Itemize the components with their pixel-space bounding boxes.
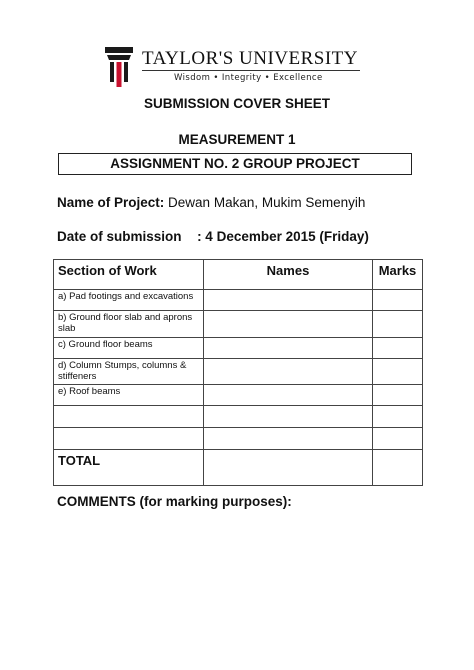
document-title: SUBMISSION COVER SHEET	[143, 96, 331, 111]
course-title: MEASUREMENT 1	[178, 132, 296, 147]
table-row-blank	[54, 428, 423, 450]
section-cell: c) Ground floor beams	[54, 338, 204, 359]
table-row-blank	[54, 406, 423, 428]
header-section-of-work: Section of Work	[54, 260, 204, 290]
section-cell: a) Pad footings and excavations	[54, 290, 204, 311]
names-cell[interactable]	[204, 385, 373, 406]
table-total-row	[54, 450, 423, 486]
table-row	[54, 290, 423, 311]
section-cell[interactable]	[54, 406, 204, 428]
names-cell[interactable]	[204, 406, 373, 428]
header-names: Names	[204, 260, 373, 290]
section-cell: e) Roof beams	[54, 385, 204, 406]
project-label: Name of Project:	[57, 195, 165, 210]
assignment-title: ASSIGNMENT NO. 2 GROUP PROJECT	[58, 153, 412, 175]
table-row	[54, 338, 423, 359]
table-row	[54, 311, 423, 338]
university-name: TAYLOR'S UNIVERSITY	[142, 48, 359, 69]
project-value: Dewan Makan, Mukim Semenyih	[168, 195, 366, 210]
logo-divider	[142, 70, 360, 71]
date-label: Date of submission	[57, 229, 182, 244]
date-field	[57, 229, 369, 244]
project-field	[57, 195, 365, 210]
marks-cell[interactable]	[373, 359, 423, 385]
marks-cell[interactable]	[373, 428, 423, 450]
total-label: TOTAL	[54, 450, 204, 486]
table-row	[54, 359, 423, 385]
date-value: : 4 December 2015 (Friday)	[197, 229, 369, 244]
marks-cell[interactable]	[373, 338, 423, 359]
header-marks: Marks	[373, 260, 423, 290]
names-cell[interactable]	[204, 338, 373, 359]
marks-cell[interactable]	[373, 406, 423, 428]
section-cell[interactable]	[54, 428, 204, 450]
marking-table	[53, 259, 423, 486]
marks-cell[interactable]	[373, 311, 423, 338]
table-header-row	[54, 260, 423, 290]
comments-label: COMMENTS (for marking purposes):	[57, 494, 292, 509]
names-cell[interactable]	[204, 290, 373, 311]
university-logo	[104, 44, 364, 90]
section-cell: d) Column Stumps, columns & stiffeners	[54, 359, 204, 385]
table-row	[54, 385, 423, 406]
names-cell[interactable]	[204, 359, 373, 385]
names-cell[interactable]	[204, 428, 373, 450]
total-names-cell[interactable]	[204, 450, 373, 486]
section-cell: b) Ground floor slab and aprons slab	[54, 311, 204, 338]
marks-cell[interactable]	[373, 290, 423, 311]
university-tagline: Wisdom • Integrity • Excellence	[174, 73, 323, 83]
total-marks-cell[interactable]	[373, 450, 423, 486]
marks-cell[interactable]	[373, 385, 423, 406]
taylors-crest-icon	[104, 46, 134, 88]
names-cell[interactable]	[204, 311, 373, 338]
